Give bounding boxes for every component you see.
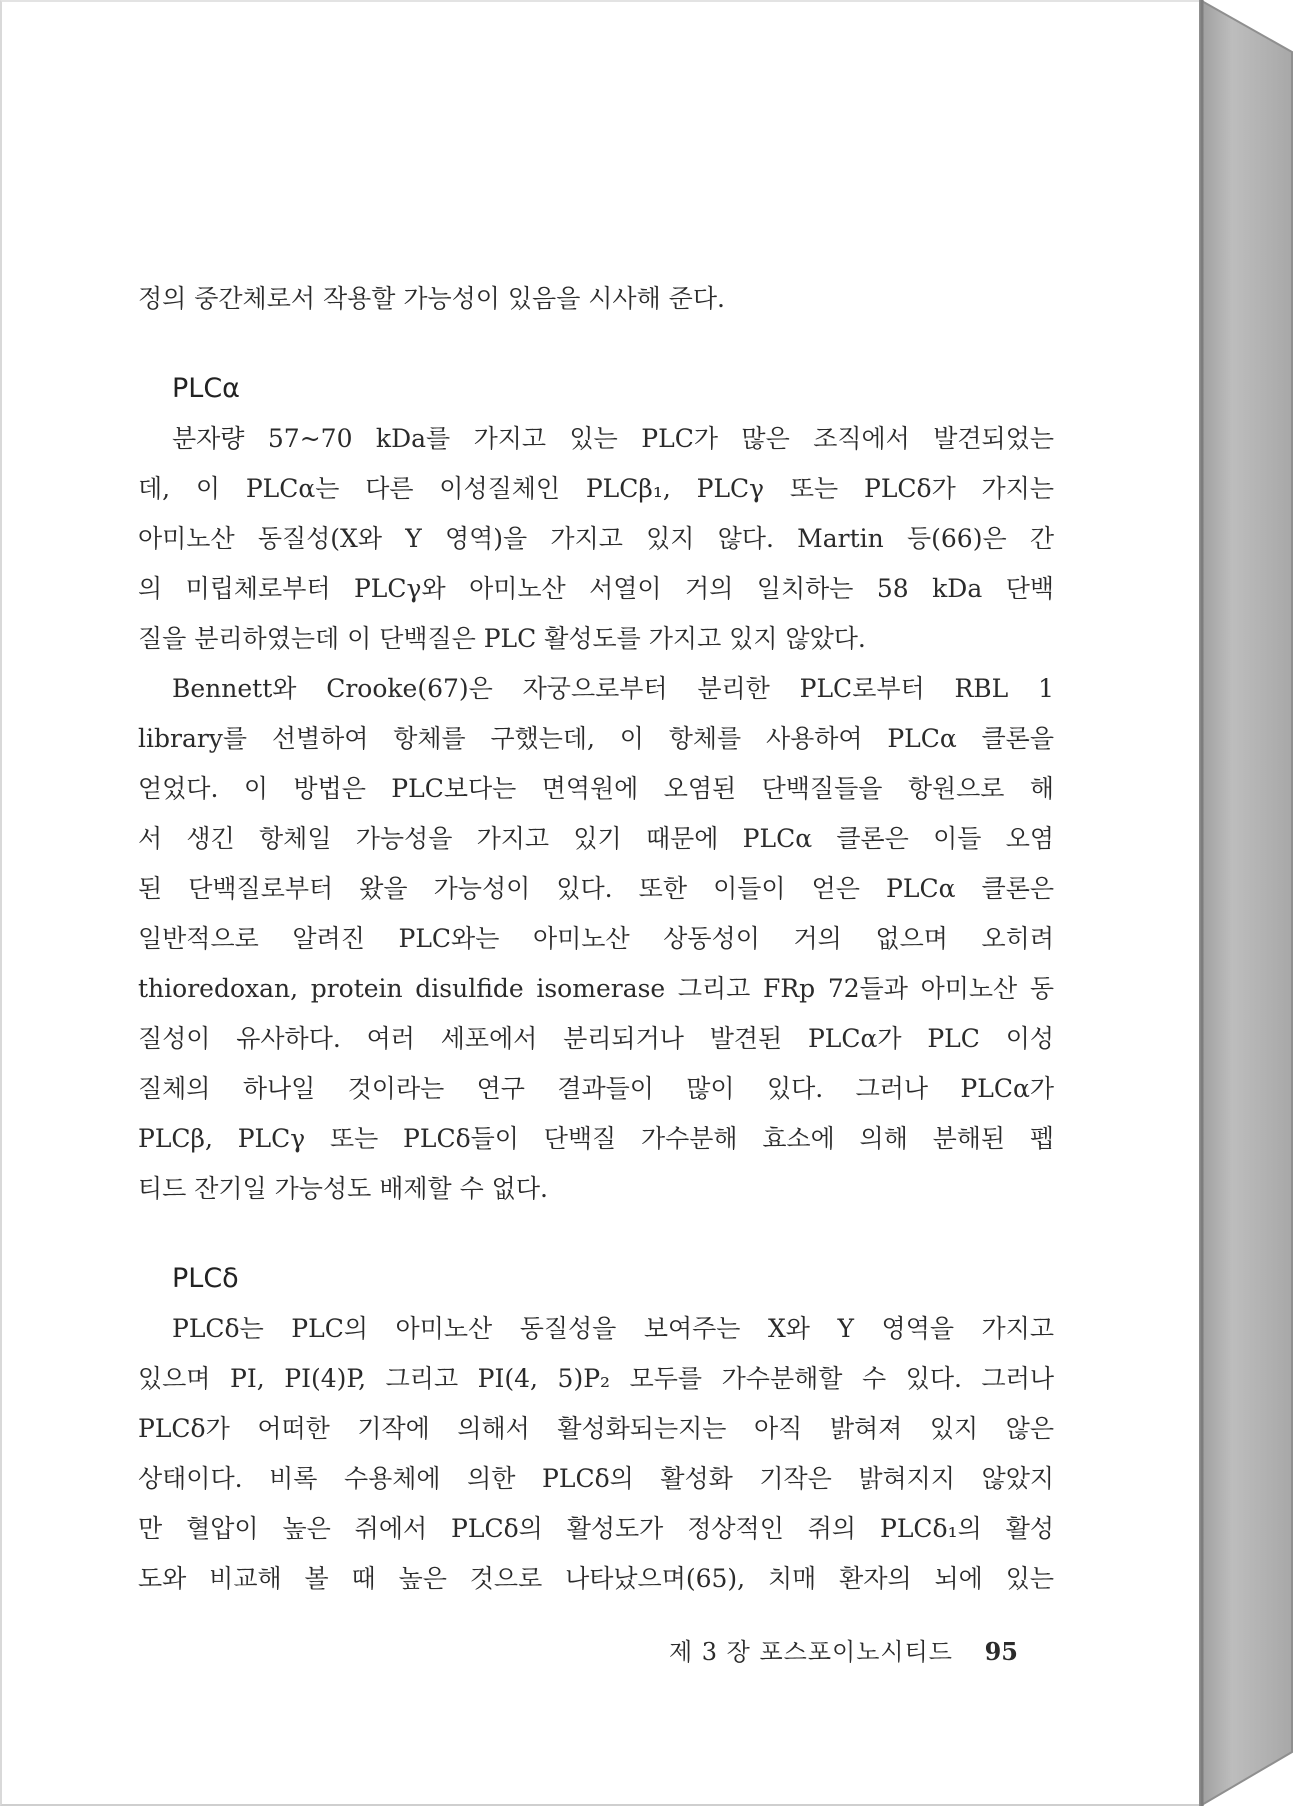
chapter-title: 제 3 장 포스포이노시티드 — [668, 1638, 953, 1666]
body-line: library를 선별하여 항체를 구했는데, 이 항체를 사용하여 PLCα 클론을 — [138, 724, 1054, 753]
section-heading-plc-alpha: PLCα — [172, 373, 240, 404]
page-body — [138, 274, 1054, 1604]
body-line: 데, 이 PLCα는 다른 이성질체인 PLCβ₁, PLCγ 또는 PLCδ가 가지는 — [138, 474, 1054, 503]
page-number: 95 — [984, 1637, 1018, 1666]
body-line: 얻었다. 이 방법은 PLC보다는 면역원에 오염된 단백질들을 항원으로 해 — [138, 774, 1054, 803]
body-line: 서 생긴 항체일 가능성을 가지고 있기 때문에 PLCα 클론은 이들 오염 — [138, 824, 1054, 853]
running-footer — [138, 1632, 1018, 1667]
body-line: 있으며 PI, PI(4)P, 그리고 PI(4, 5)P₂ 모두를 가수분해할 수 있다. 그러나 — [138, 1364, 1054, 1393]
section-spacer — [138, 324, 1054, 364]
body-line: 질성이 유사하다. 여러 세포에서 분리되거나 발견된 PLCα가 PLC 이성 — [138, 1024, 1054, 1053]
body-line: 질을 분리하였는데 이 단백질은 PLC 활성도를 가지고 있지 않았다. — [138, 624, 866, 653]
body-line: 분자량 57~70 kDa를 가지고 있는 PLC가 많은 조직에서 발견되었는 — [172, 424, 1054, 453]
body-line: 정의 중간체로서 작용할 가능성이 있음을 시사해 준다. — [138, 284, 725, 313]
body-line: 아미노산 동질성(X와 Y 영역)을 가지고 있지 않다. Martin 등(66)은 간 — [138, 524, 1054, 553]
body-line: 만 혈압이 높은 쥐에서 PLCδ의 활성도가 정상적인 쥐의 PLCδ₁의 활성 — [138, 1514, 1054, 1543]
body-line: PLCδ는 PLC의 아미노산 동질성을 보여주는 X와 Y 영역을 가지고 — [172, 1314, 1054, 1343]
body-line: 된 단백질로부터 왔을 가능성이 있다. 또한 이들이 얻은 PLCα 클론은 — [138, 874, 1054, 903]
body-line: PLCδ가 어떠한 기작에 의해서 활성화되는지는 아직 밝혀져 있지 않은 — [138, 1414, 1054, 1443]
section-heading-plc-delta: PLCδ — [172, 1263, 239, 1294]
body-line: 도와 비교해 볼 때 높은 것으로 나타났으며(65), 치매 환자의 뇌에 있는 — [138, 1564, 1054, 1593]
section-spacer — [138, 1214, 1054, 1254]
body-line: thioredoxan, protein disulfide isomerase 그리고 FRp 72들과 아미노산 동 — [138, 974, 1054, 1003]
body-line: Bennett와 Crooke(67)은 자궁으로부터 분리한 PLC로부터 RBL 1 — [172, 674, 1054, 703]
body-line: 상태이다. 비록 수용체에 의한 PLCδ의 활성화 기작은 밝혀지지 않았지 — [138, 1464, 1054, 1493]
body-line: PLCβ, PLCγ 또는 PLCδ들이 단백질 가수분해 효소에 의해 분해된 펩 — [138, 1124, 1054, 1153]
body-line: 의 미립체로부터 PLCγ와 아미노산 서열이 거의 일치하는 58 kDa 단백 — [138, 574, 1054, 603]
body-line: 티드 잔기일 가능성도 배제할 수 없다. — [138, 1174, 548, 1203]
body-line: 질체의 하나일 것이라는 연구 결과들이 많이 있다. 그러나 PLCα가 — [138, 1074, 1054, 1103]
body-line: 일반적으로 알려진 PLC와는 아미노산 상동성이 거의 없으며 오히려 — [138, 924, 1054, 953]
